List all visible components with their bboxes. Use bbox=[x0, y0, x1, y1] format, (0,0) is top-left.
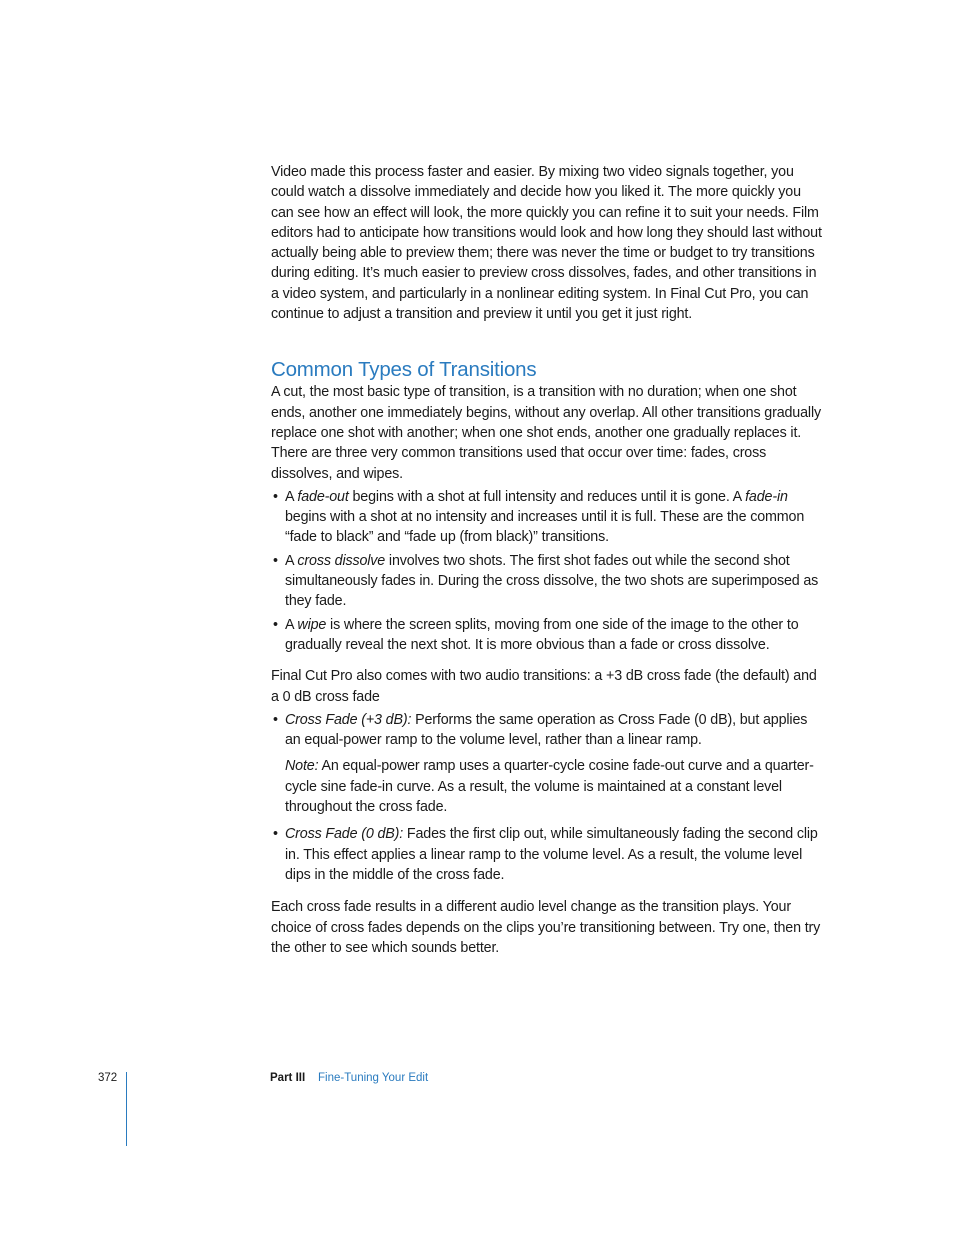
closing-paragraph: Each cross fade results in a different audio level change as the transition plays. Your choice of cross fades depends on the clips you’re transitioning between. Try one, then try the other to see which sounds better. bbox=[271, 899, 821, 956]
page-number: 372 bbox=[98, 1072, 118, 1084]
term-cross-fade-plus3: Cross Fade (+3 dB): bbox=[285, 711, 412, 728]
list-item-fade: • A fade-out begins with a shot at full intensity and reduces until it is gone. A fade-in begins with a shot at no intensity and increases until it is full. These are the common “fade to black” and “fade up (from black)” transitions. bbox=[271, 487, 823, 548]
term-fade-in: fade-in bbox=[745, 488, 788, 505]
term-fade-out: fade-out bbox=[297, 488, 349, 505]
footer-divider bbox=[126, 1072, 127, 1146]
list-item-cross-dissolve: • A cross dissolve involves two shots. The first shot fades out while the second shot simultaneously fades in. During the cross dissolve, the two shots are superimposed as they fade. bbox=[271, 551, 823, 612]
audio-paragraph: Final Cut Pro also comes with two audio transitions: a +3 dB cross fade (the default) and a 0 dB cross fade bbox=[271, 668, 817, 705]
term-cross-dissolve: cross dissolve bbox=[297, 552, 386, 569]
page-content bbox=[271, 162, 823, 958]
note: Note: An equal-power ramp uses a quarter-cycle cosine fade-out curve and a quarter-cycle sine fade-in curve. As a result, the volume is maintained at a constant level throughout the cross fade. bbox=[285, 758, 814, 816]
part-title: Fine-Tuning Your Edit bbox=[318, 1072, 429, 1084]
audio-transitions-list bbox=[271, 710, 823, 885]
section-heading: Common Types of Transitions bbox=[271, 358, 537, 382]
list-item-cross-fade-0db: • Cross Fade (0 dB): Fades the first clip out, while simultaneously fading the second clip in. This effect applies a linear ramp to the volume level. As a result, the volume level dips in the middle of the cross fade. bbox=[271, 824, 823, 885]
term-cross-fade-0db: Cross Fade (0 dB): bbox=[285, 826, 404, 843]
intro-paragraph: Video made this process faster and easier. By mixing two video signals together, you could watch a dissolve immediately and decide how you liked it. The more quickly you can see how an effect will look, the more quickly you can refine it to suit your needs. Film editors had to anticipate how transitions would look and how long they should last without actually being able to preview them; there was never the time or budget to try transitions during editing. It’s much easier to preview cross dissolves, fades, and other transitions in a video system, and particularly in a nonlinear editing system. In Final Cut Pro, you can continue to adjust a transition and preview it until you get it just right. bbox=[271, 164, 822, 323]
section-paragraph: A cut, the most basic type of transition, is a transition with no duration; when one shot ends, another one immediately begins, without any overlap. All other transitions gradually replace one shot with another; when one shot ends, another one gradually replaces it. There are three very common transitions used that occur over time: fades, cross dissolves, and wipes. bbox=[271, 384, 821, 482]
list-item-wipe: • A wipe is where the screen splits, moving from one side of the image to the other to gradually reveal the next shot. It is more obvious than a fade or cross dissolve. bbox=[271, 615, 823, 656]
part-label: Part III bbox=[270, 1072, 306, 1084]
list-item-cross-fade-plus3: • Cross Fade (+3 dB): Performs the same operation as Cross Fade (0 dB), but applies an equal-power ramp to the volume level, rather than a linear ramp. Note: An equal-power ramp uses a quarter-cycle cosine fade-out curve and a quarter-cycle sine fade-in curve. As a result, the volume is maintained at a constant level throughout the cross fade. bbox=[271, 710, 823, 817]
note-label: Note: bbox=[285, 758, 319, 775]
transition-types-list bbox=[271, 487, 823, 655]
term-wipe: wipe bbox=[297, 616, 327, 633]
